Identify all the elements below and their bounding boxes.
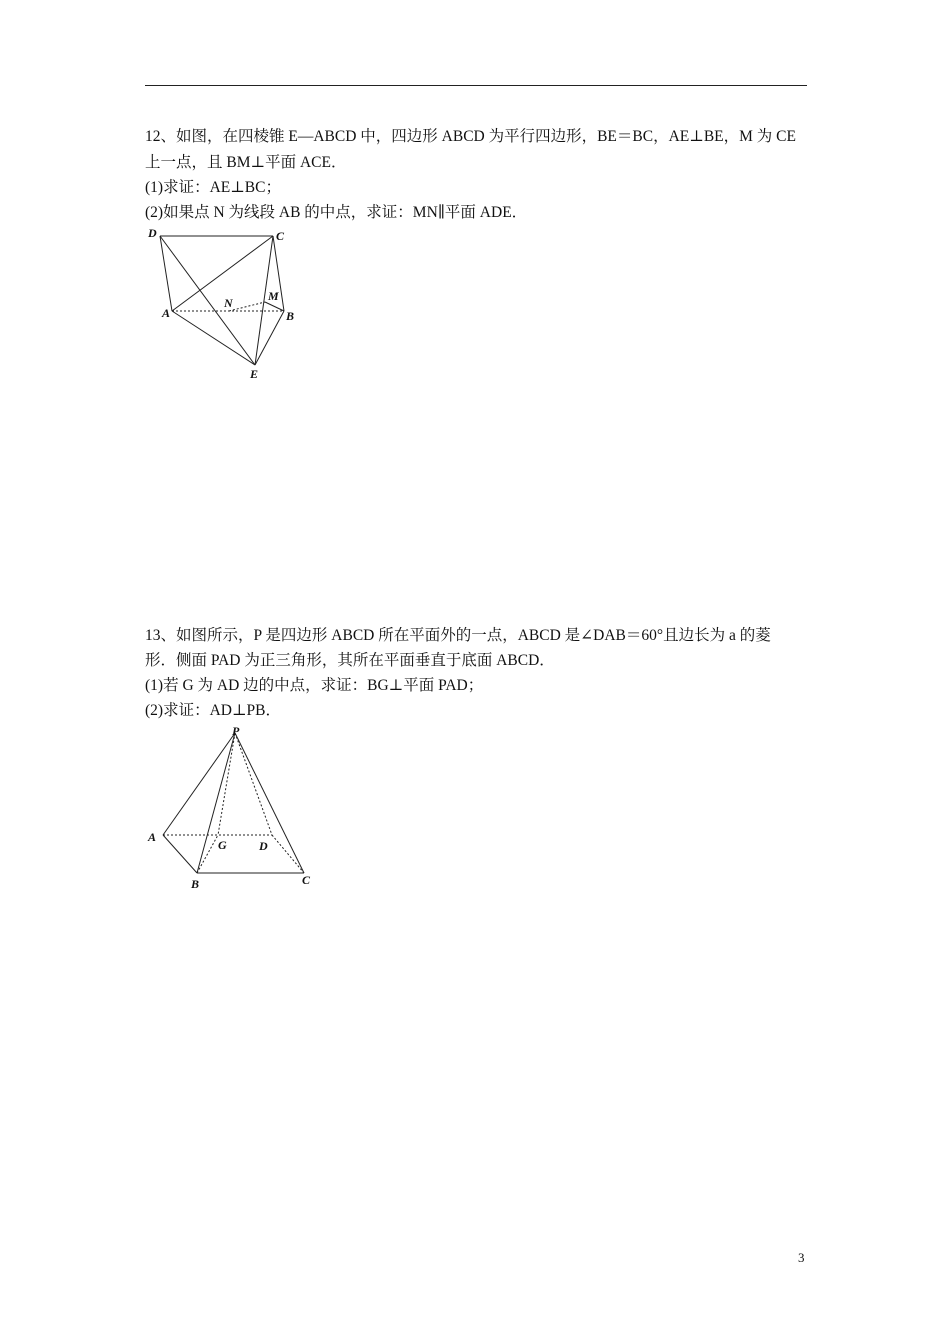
page-number: 3 (798, 1250, 805, 1265)
label-B: B (286, 309, 295, 323)
problem-13-part-2: (2)求证：AD⊥PB． (145, 702, 281, 719)
problem-12-line-1: 12、如图，在四棱锥 E—ABCD 中，四边形 ABCD 为平行四边形，BE＝BC，AE⊥BE，M 为 CE (145, 128, 796, 145)
label-B: B (191, 877, 200, 891)
label-G: G (218, 838, 227, 852)
pyramid-e-abcd-figure (140, 222, 310, 382)
label-N: N (224, 296, 233, 310)
problem-13-line-2: 形．侧面 PAD 为正三角形，其所在平面垂直于底面 ABCD． (145, 652, 555, 669)
problem-12-part-1: (1)求证：AE⊥BC； (145, 179, 281, 196)
label-A: A (162, 306, 171, 320)
problem-12-line-2: 上一点，且 BM⊥平面 ACE． (145, 154, 347, 171)
label-M: M (268, 289, 279, 303)
problem-13-part-1: (1)若 G 为 AD 边的中点，求证：BG⊥平面 PAD； (145, 677, 484, 694)
problem-12-part-2: (2)如果点 N 为线段 AB 的中点，求证：MN∥平面 ADE． (145, 204, 528, 221)
label-D: D (148, 226, 157, 240)
problem-13-line-1: 13、如图所示，P 是四边形 ABCD 所在平面外的一点，ABCD 是∠DAB＝60°且边长为 a 的菱 (145, 627, 771, 644)
pyramid-p-abcd-figure (140, 718, 330, 896)
header-rule (145, 85, 807, 86)
label-A: A (148, 830, 157, 844)
label-E: E (250, 367, 259, 381)
label-C: C (302, 873, 311, 887)
label-P: P (232, 724, 240, 738)
label-C: C (276, 229, 285, 243)
label-D: D (259, 839, 268, 853)
